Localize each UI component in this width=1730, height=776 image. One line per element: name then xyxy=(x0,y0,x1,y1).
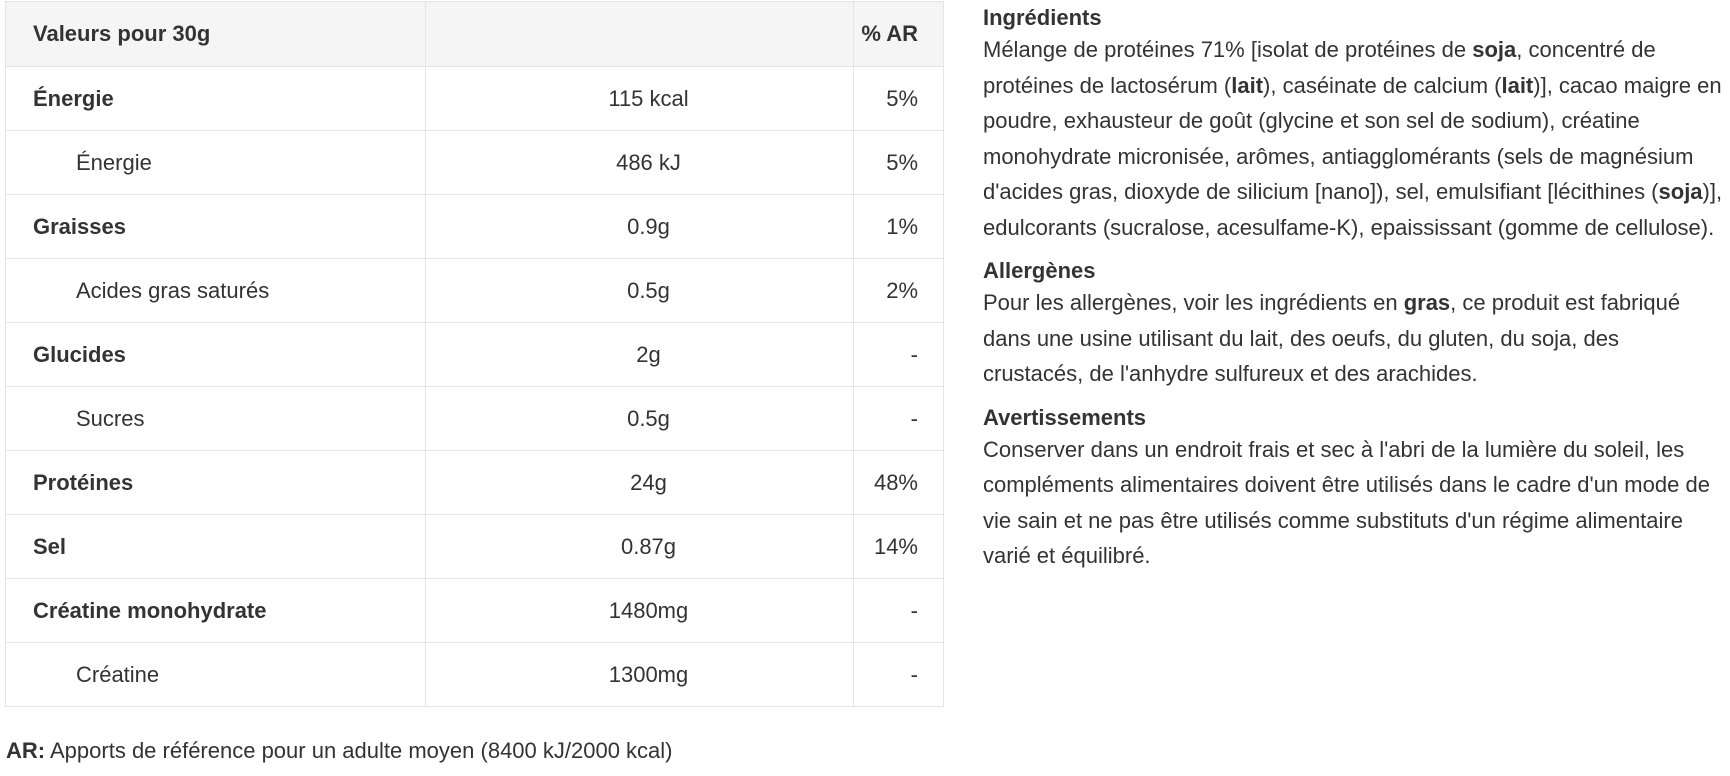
footnote-label: AR: xyxy=(6,738,46,763)
row-value: 0.87g xyxy=(426,515,854,579)
row-name: Sucres xyxy=(6,387,426,451)
row-value: 486 kJ xyxy=(426,131,854,195)
row-value: 1300mg xyxy=(426,643,854,707)
row-name: Créatine xyxy=(6,643,426,707)
allergens-section xyxy=(983,257,1723,392)
table-row xyxy=(6,579,944,643)
bold-keyword: gras xyxy=(1403,290,1451,315)
row-ar: - xyxy=(854,387,944,451)
row-name: Énergie xyxy=(6,67,426,131)
product-info xyxy=(983,4,1723,586)
row-ar: 14% xyxy=(854,515,944,579)
ingredients-text xyxy=(983,32,1723,245)
row-ar: - xyxy=(854,643,944,707)
allergens-title: Allergènes xyxy=(983,258,1096,283)
table-row xyxy=(6,67,944,131)
row-ar: 1% xyxy=(854,195,944,259)
table-row xyxy=(6,387,944,451)
ingredients-text-part: ), caséinate de calcium ( xyxy=(1263,72,1502,98)
table-row xyxy=(6,131,944,195)
row-name: Graisses xyxy=(6,195,426,259)
row-ar: - xyxy=(854,579,944,643)
row-name: Énergie xyxy=(6,131,426,195)
row-ar: 5% xyxy=(854,67,944,131)
header-label: Valeurs pour 30g xyxy=(6,2,426,67)
row-value: 2g xyxy=(426,323,854,387)
table-row xyxy=(6,515,944,579)
ar-footnote xyxy=(6,738,673,764)
allergen-highlight: lait xyxy=(1231,72,1264,98)
row-name: Acides gras saturés xyxy=(6,259,426,323)
allergen-highlight: soja xyxy=(1658,179,1703,204)
row-ar: - xyxy=(854,323,944,387)
allergen-highlight: soja xyxy=(1472,37,1517,62)
warnings-text: Conserver dans un endroit frais et sec à l'abri de la lumière du soleil, les compléments alimentaires doivent être utilisés dans le cadre d'un mode de vie sain et ne pas être utilisés comme substituts d'un régime alimentaire varié et équilibré. xyxy=(983,436,1710,568)
row-value: 0.9g xyxy=(426,195,854,259)
table-row xyxy=(6,259,944,323)
warnings-title: Avertissements xyxy=(983,404,1147,430)
table-row xyxy=(6,195,944,259)
row-name: Créatine monohydrate xyxy=(6,579,426,643)
row-value: 0.5g xyxy=(426,387,854,451)
row-name: Protéines xyxy=(6,451,426,515)
row-name: Glucides xyxy=(6,323,426,387)
header-ar: % AR xyxy=(854,2,944,67)
table-row xyxy=(6,323,944,387)
table-row xyxy=(6,643,944,707)
footnote-text: Apports de référence pour un adulte moyen (8400 kJ/2000 kcal) xyxy=(45,738,673,763)
ingredients-text-part: Mélange de protéines 71% [isolat de protéines de xyxy=(983,37,1473,62)
allergen-highlight: lait xyxy=(1501,72,1534,98)
allergens-text xyxy=(983,285,1723,392)
row-value: 115 kcal xyxy=(426,67,854,131)
row-ar: 5% xyxy=(854,131,944,195)
ingredients-text-part: )], cacao maigre en poudre, exhausteur de goût (glycine et son sel de sodium), créatine monohydrate micronisée, arômes, antiagglomérants (sels de magnésium d'acides gras, dioxyde de silicium [nano]), sel, emulsifiant [lécithines ( xyxy=(983,72,1722,204)
table-header-row xyxy=(6,2,944,67)
row-ar: 2% xyxy=(854,259,944,323)
ingredients-text-part: , concentré de protéines de lactosérum ( xyxy=(983,37,1656,98)
ingredients-title: Ingrédients xyxy=(983,5,1102,30)
row-value: 0.5g xyxy=(426,259,854,323)
table-row xyxy=(6,451,944,515)
header-value xyxy=(426,2,854,67)
ingredients-text-part: )], edulcorants (sucralose, acesulfame-K), epaississant (gomme de cellulose). xyxy=(983,179,1723,240)
row-value: 1480mg xyxy=(426,579,854,643)
allergens-text-part: , ce produit est fabriqué dans une usine utilisant du lait, des oeufs, du gluten, du soja, des crustacés, de l'anhydre sulfureux et des arachides. xyxy=(983,290,1681,386)
row-value: 24g xyxy=(426,451,854,515)
row-name: Sel xyxy=(6,515,426,579)
nutrition-table xyxy=(5,1,944,707)
warnings-section xyxy=(983,404,1723,574)
ingredients-section xyxy=(983,4,1723,245)
allergens-text-part: Pour les allergènes, voir les ingrédients en xyxy=(983,290,1404,315)
row-ar: 48% xyxy=(854,451,944,515)
